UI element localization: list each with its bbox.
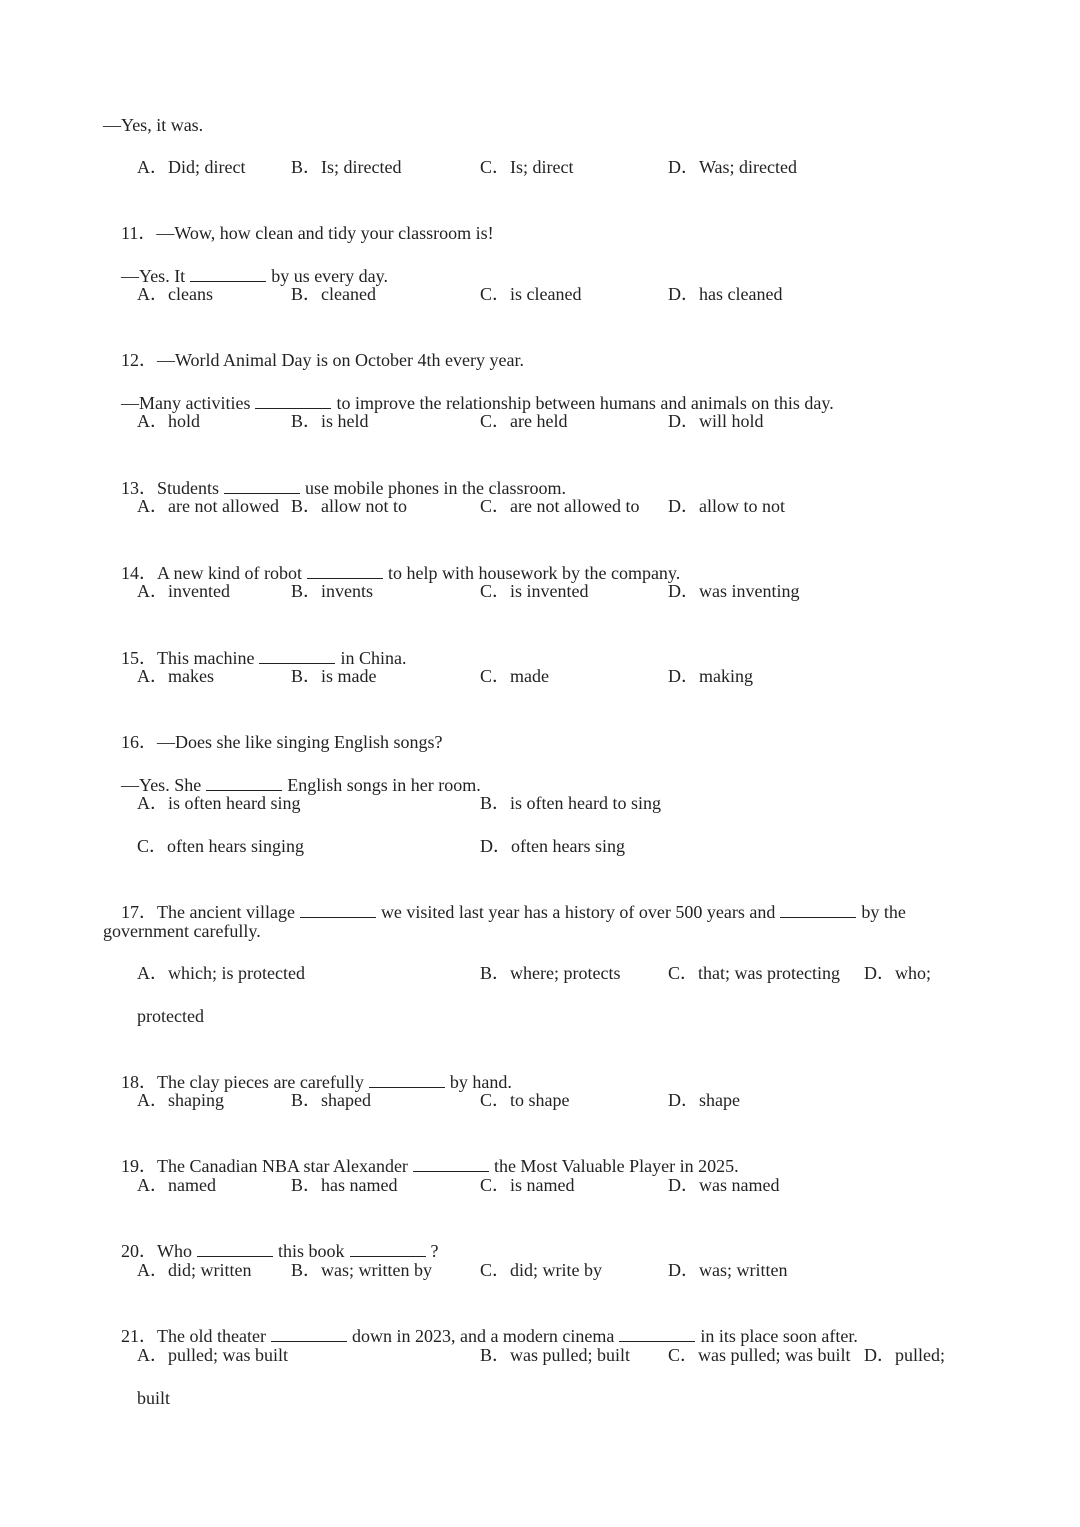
text-segment: by the xyxy=(861,902,906,922)
option-a: A．pulled; was built xyxy=(137,1345,288,1365)
answer-blank xyxy=(780,901,856,918)
option-b: B．is held xyxy=(291,411,369,431)
option-a: A．Did; direct xyxy=(137,157,246,177)
option-c: C．are not allowed to xyxy=(480,496,640,516)
option-b: B．has named xyxy=(291,1175,398,1195)
option-d-wrap: protected xyxy=(137,1006,204,1026)
text-segment: in China. xyxy=(340,648,407,668)
question-17-line2: government carefully. xyxy=(103,921,261,941)
question-number: 19． xyxy=(121,1156,157,1176)
question-number: 11． xyxy=(121,223,157,243)
text-segment: The ancient village xyxy=(157,902,295,922)
options-row xyxy=(0,1258,1080,1282)
options-row xyxy=(0,282,1080,306)
question-17 xyxy=(103,876,906,922)
options-row xyxy=(0,961,1080,985)
question-number: 12． xyxy=(121,350,157,370)
option-d-wrap: built xyxy=(137,1388,171,1408)
text-segment: by us every day. xyxy=(271,266,388,286)
question-number: 14． xyxy=(121,563,157,583)
text-segment: Who xyxy=(157,1241,192,1261)
options-row xyxy=(0,664,1080,688)
question-number: 13． xyxy=(121,478,157,498)
option-d: D．was; written xyxy=(668,1260,788,1280)
text-segment: Students xyxy=(157,478,220,498)
option-b: B．Is; directed xyxy=(291,157,402,177)
question-18 xyxy=(103,1046,512,1092)
option-a: A．named xyxy=(137,1175,216,1195)
question-number: 16． xyxy=(121,732,157,752)
option-b: B．allow not to xyxy=(291,496,407,516)
text-segment: —Yes. She xyxy=(121,775,202,795)
option-b: B．shaped xyxy=(291,1090,371,1110)
answer-blank xyxy=(190,265,266,282)
option-a: A．invented xyxy=(137,581,230,601)
text-segment: ? xyxy=(430,1241,439,1261)
option-b: B．is often heard to sing xyxy=(480,793,661,813)
option-c: C．is named xyxy=(480,1175,575,1195)
option-d: D．allow to not xyxy=(668,496,785,516)
text-segment: —Yes. It xyxy=(121,266,186,286)
text-segment: in its place soon after. xyxy=(700,1326,858,1346)
question-11 xyxy=(103,197,494,243)
option-d: D．has cleaned xyxy=(668,284,783,304)
question-16 xyxy=(103,706,443,752)
answer-blank xyxy=(271,1325,347,1342)
option-c: C．is invented xyxy=(480,581,589,601)
options-row xyxy=(0,791,1080,815)
answer-blank xyxy=(300,901,376,918)
text-segment: the Most Valuable Player in 2025. xyxy=(493,1156,739,1176)
text-segment: The Canadian NBA star Alexander xyxy=(157,1156,408,1176)
options-row xyxy=(0,1004,1080,1028)
question-21 xyxy=(103,1300,858,1346)
question-12-line2 xyxy=(103,367,834,413)
option-d: D．will hold xyxy=(668,411,764,431)
option-b: B．invents xyxy=(291,581,374,601)
text-segment: to improve the relationship between humans and animals on this day. xyxy=(336,393,834,413)
answer-blank xyxy=(255,392,331,409)
question-11-line2 xyxy=(103,240,388,286)
question-20 xyxy=(103,1215,439,1261)
answer-blank xyxy=(619,1325,695,1342)
option-a: A．makes xyxy=(137,666,214,686)
answer-blank xyxy=(350,1240,426,1257)
option-d: D．who; xyxy=(864,963,931,983)
option-c: C．is cleaned xyxy=(480,284,582,304)
option-a: A．hold xyxy=(137,411,200,431)
option-b: B．is made xyxy=(291,666,377,686)
question-number: 15． xyxy=(121,648,157,668)
question-text: —World Animal Day is on October 4th every year. xyxy=(157,350,524,370)
option-c: C．to shape xyxy=(480,1090,570,1110)
option-d: D．pulled; xyxy=(864,1345,945,1365)
answer-blank xyxy=(369,1071,445,1088)
answer-blank xyxy=(224,477,300,494)
question-15 xyxy=(103,622,407,668)
option-d: D．often hears sing xyxy=(480,836,625,856)
question-number: 18． xyxy=(121,1072,157,1092)
answer-blank xyxy=(206,774,282,791)
text-segment: to help with housework by the company. xyxy=(387,563,681,583)
option-d: D．was named xyxy=(668,1175,780,1195)
option-b: B．where; protects xyxy=(480,963,621,983)
question-16-line2 xyxy=(103,749,481,795)
text-segment: we visited last year has a history of over 500 years and xyxy=(380,902,776,922)
text-segment: English songs in her room. xyxy=(287,775,481,795)
options-row xyxy=(0,1088,1080,1112)
option-c: C．made xyxy=(480,666,549,686)
options-row xyxy=(0,409,1080,433)
option-c: C．are held xyxy=(480,411,568,431)
question-14 xyxy=(103,537,681,583)
option-c: C．did; write by xyxy=(480,1260,602,1280)
question-12 xyxy=(103,324,524,370)
text-segment: The old theater xyxy=(157,1326,266,1346)
option-a: A．cleans xyxy=(137,284,213,304)
options-row xyxy=(0,579,1080,603)
option-a: A．which; is protected xyxy=(137,963,305,983)
option-c: C．often hears singing xyxy=(137,836,304,856)
text-segment: down in 2023, and a modern cinema xyxy=(351,1326,615,1346)
options-row xyxy=(0,494,1080,518)
options-row xyxy=(0,1173,1080,1197)
options-row xyxy=(0,1386,1080,1410)
question-number: 21． xyxy=(121,1326,157,1346)
question-text: —Does she like singing English songs? xyxy=(157,732,443,752)
option-b: B．cleaned xyxy=(291,284,376,304)
answer-blank xyxy=(259,647,335,664)
question-number: 17． xyxy=(121,902,157,922)
text-segment: this book xyxy=(278,1241,345,1261)
answer-blank xyxy=(307,562,383,579)
option-a: A．did; written xyxy=(137,1260,252,1280)
question-19 xyxy=(103,1130,739,1176)
option-b: B．was; written by xyxy=(291,1260,432,1280)
option-c: C．Is; direct xyxy=(480,157,574,177)
option-c: C．that; was protecting xyxy=(668,963,840,983)
answer-line: —Yes, it was. xyxy=(103,115,204,135)
option-d: D．Was; directed xyxy=(668,157,798,177)
text-segment: use mobile phones in the classroom. xyxy=(305,478,566,498)
question-number: 20． xyxy=(121,1241,157,1261)
text-segment: by hand. xyxy=(449,1072,512,1092)
text-segment: —Many activities xyxy=(121,393,251,413)
option-c: C．was pulled; was built xyxy=(668,1345,851,1365)
answer-blank xyxy=(197,1240,273,1257)
text-segment: A new kind of robot xyxy=(157,563,302,583)
question-text: —Wow, how clean and tidy your classroom is! xyxy=(156,223,494,243)
options-row xyxy=(0,834,1080,858)
text-segment: The clay pieces are carefully xyxy=(157,1072,364,1092)
option-d: D．was inventing xyxy=(668,581,800,601)
options-row xyxy=(0,1343,1080,1367)
answer-blank xyxy=(413,1155,489,1172)
option-a: A．are not allowed xyxy=(137,496,279,516)
option-a: A．shaping xyxy=(137,1090,224,1110)
text-segment: This machine xyxy=(157,648,255,668)
option-d: D．shape xyxy=(668,1090,740,1110)
option-b: B．was pulled; built xyxy=(480,1345,630,1365)
option-a: A．is often heard sing xyxy=(137,793,301,813)
option-d: D．making xyxy=(668,666,753,686)
question-13 xyxy=(103,452,566,498)
options-row xyxy=(0,155,1080,179)
